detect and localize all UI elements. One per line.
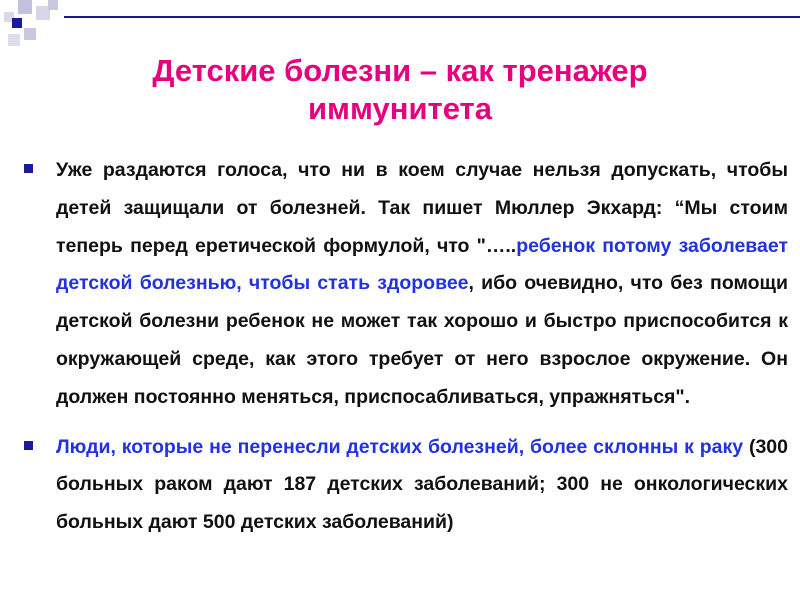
deco-square bbox=[12, 18, 22, 28]
bullet-text-regular: (300 больных раком дают 187 детских заболеваний; 300 не онкологических больных дают 500 детских заболеваний) bbox=[56, 435, 788, 534]
title-line-2: иммунитета bbox=[308, 91, 492, 126]
bullet-text-regular: , ибо очевидно, что без помощи детской болезни ребенок не может так хорошо и быстро приспособится к окружающей среде, как этого требует от него взрослое окружение. Он должен постоянно меняться, приспосабливаться, упражняться". bbox=[56, 272, 788, 408]
decorative-header bbox=[0, 0, 800, 60]
deco-square bbox=[48, 0, 58, 10]
slide-body bbox=[24, 152, 788, 542]
bullet-text bbox=[56, 429, 788, 542]
bullet-item bbox=[24, 429, 788, 542]
square-bullet-icon bbox=[24, 164, 33, 173]
deco-square bbox=[8, 34, 20, 46]
slide-title bbox=[0, 52, 800, 128]
header-rule bbox=[64, 16, 800, 18]
bullet-text-highlight: ребенок потому заболевает детской болезнью, чтобы стать здоровее bbox=[56, 234, 789, 295]
bullet-text-regular: Уже раздаются голоса, что ни в коем случае нельзя допускать, чтобы детей защищали от болезней. Так пишет Мюллер Экхард: “Мы стоим теперь перед еретической формулой, что "….. bbox=[56, 159, 788, 257]
deco-square bbox=[24, 28, 36, 40]
square-bullet-icon bbox=[24, 441, 33, 450]
bullet-text bbox=[56, 152, 788, 417]
bullet-item bbox=[24, 152, 788, 417]
bullet-text-highlight: Люди, которые не перенесли детских болезней, более склонны к раку bbox=[56, 435, 744, 458]
title-line-1: Детские болезни – как тренажер bbox=[152, 53, 648, 88]
deco-square bbox=[18, 0, 32, 14]
